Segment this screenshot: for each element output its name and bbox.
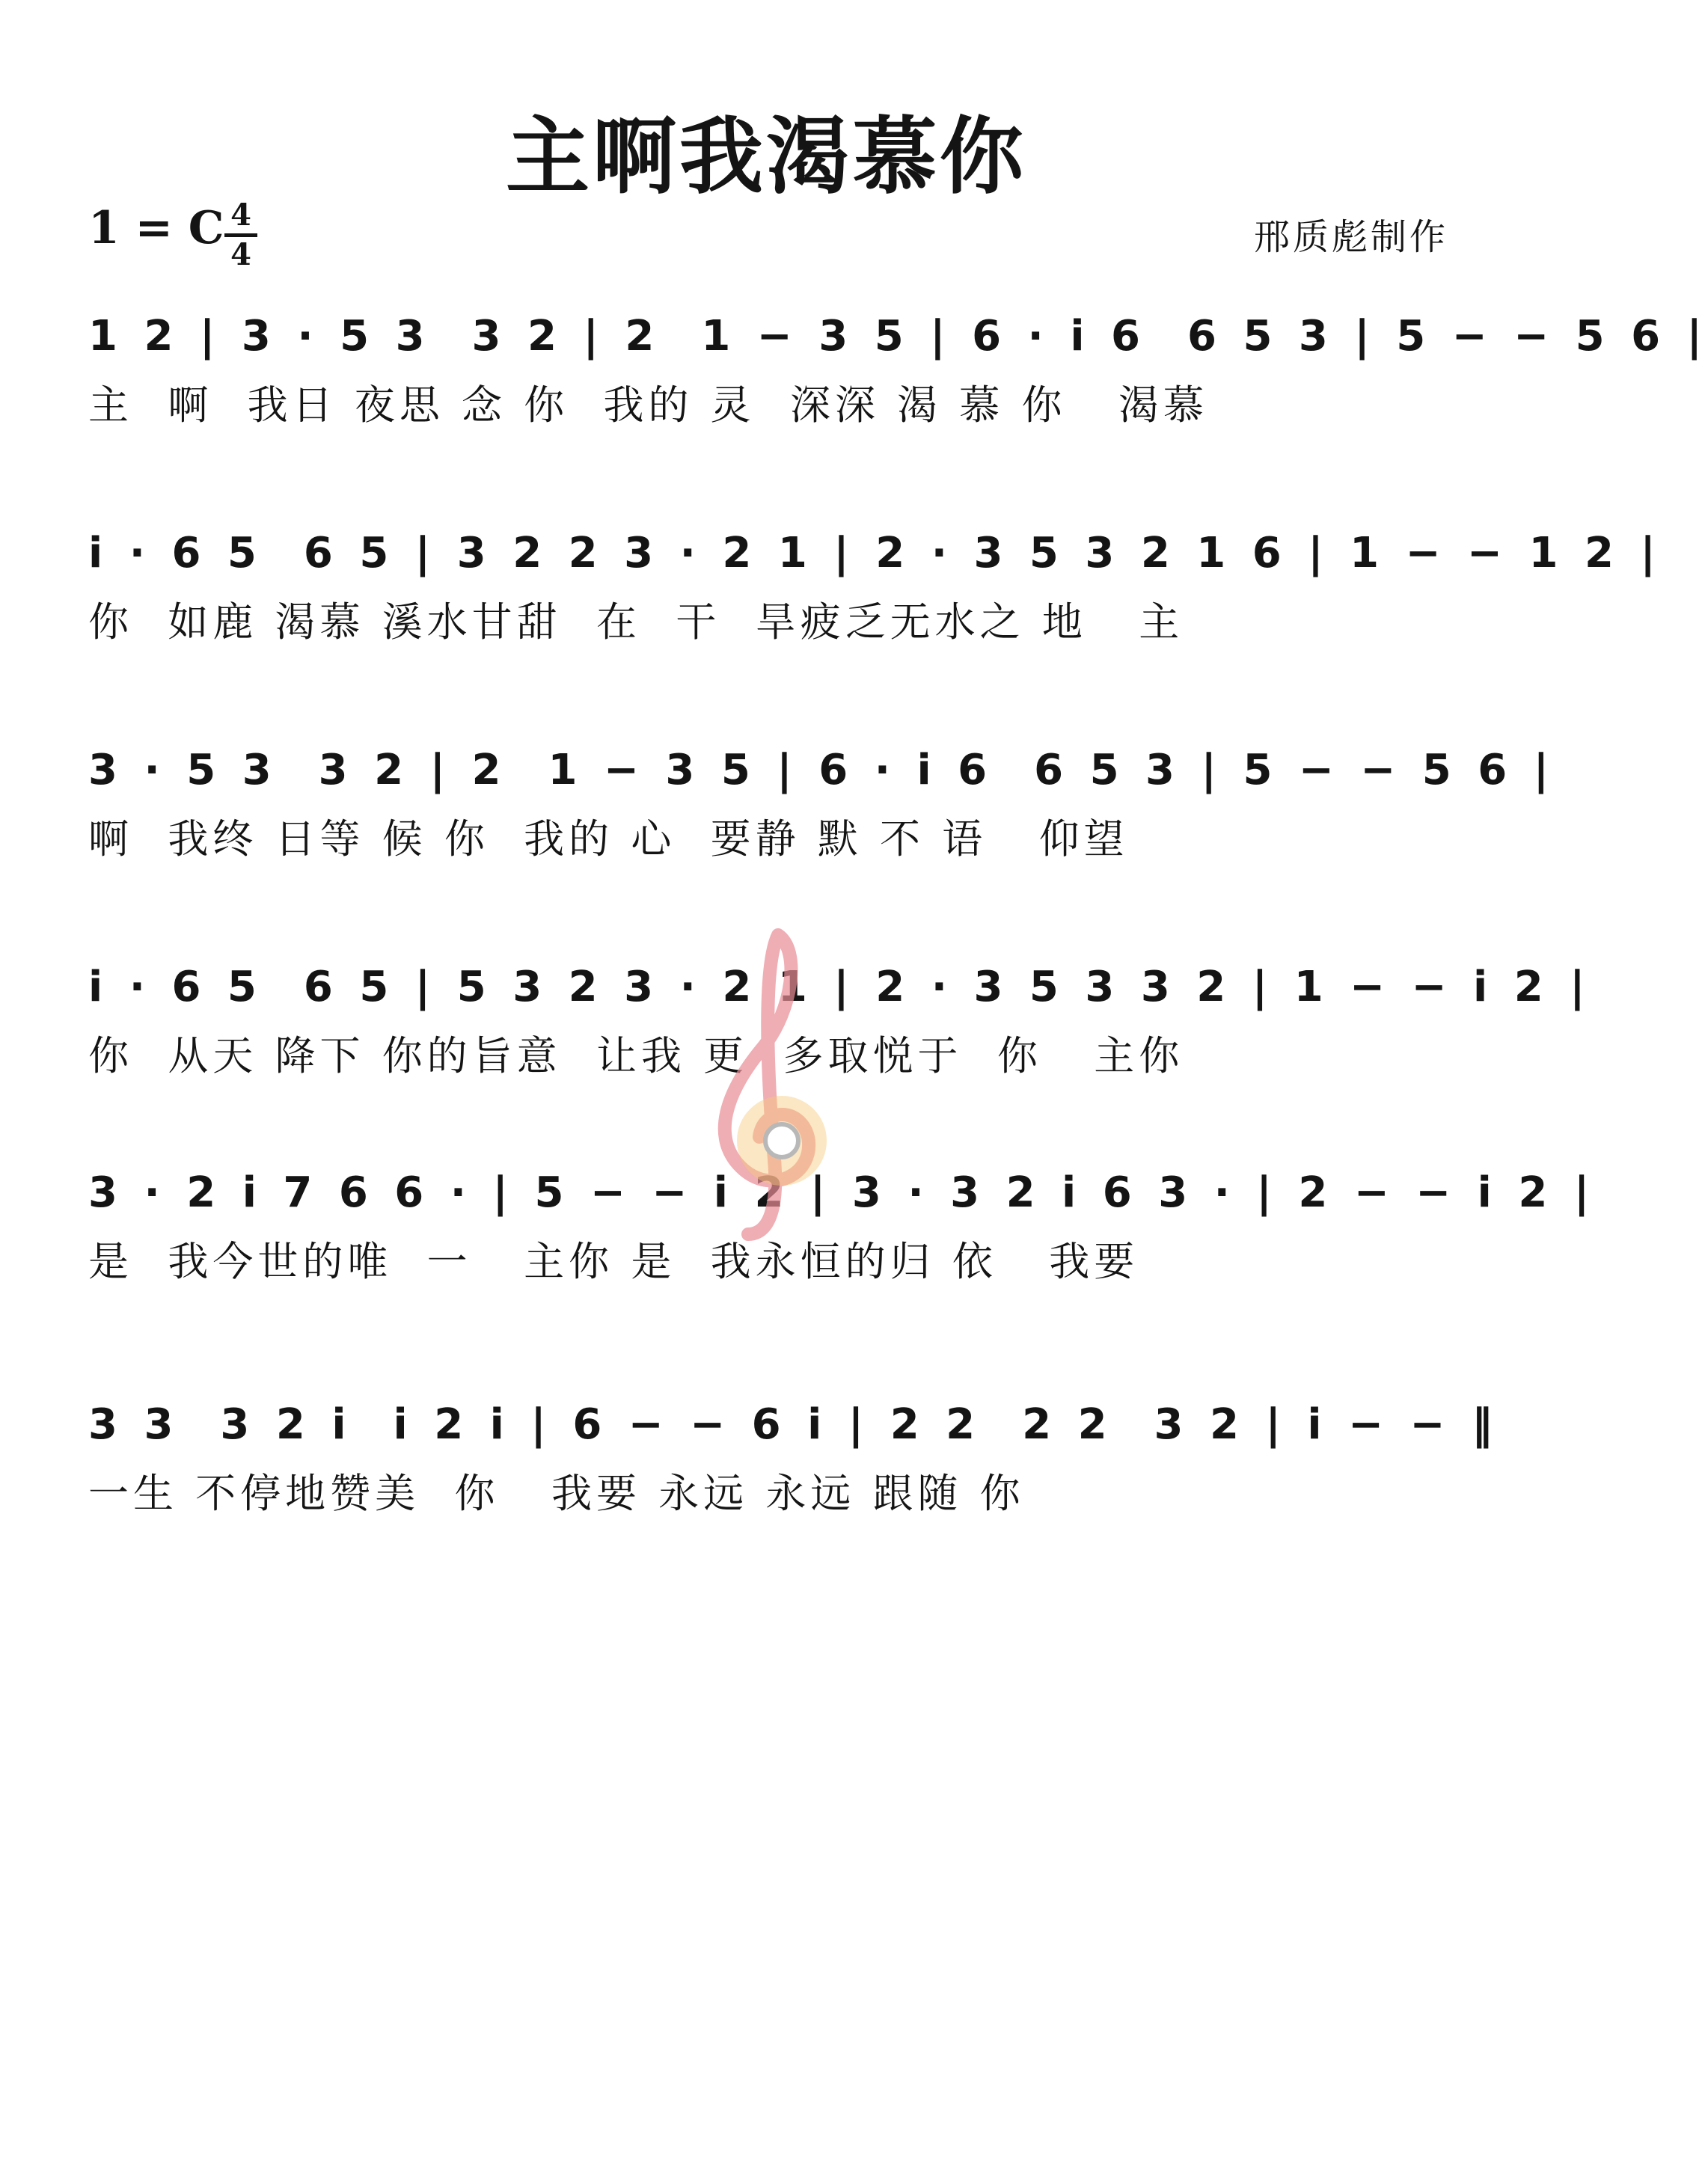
notation-line: 3 3 3 2 i i 2 i | 6 − − 6 i | 2 2 2 2 3 2 | i − − ‖ bbox=[88, 1400, 1499, 1449]
notation-line: 3 · 5 3 3 2 | 2 1 − 3 5 | 6 · i 6 6 5 3 | 5 − − 5 6 | bbox=[88, 746, 1555, 794]
lyrics-line: 你 如鹿 渴慕 溪水甘甜 在 干 旱疲乏无水之 地 主 bbox=[88, 598, 1184, 646]
time-signature bbox=[224, 197, 257, 272]
score-system-2 bbox=[88, 516, 1662, 666]
notation-line: i · 6 5 6 5 | 5 3 2 3 · 2 1 | 2 · 3 5 3 3 2 | 1 − − i 2 | bbox=[88, 963, 1591, 1011]
lyrics-line: 主 啊 我日 夜思 念 你 我的 灵 深深 渴 慕 你 渴慕 bbox=[88, 381, 1208, 429]
key-signature: 1 = C bbox=[88, 202, 224, 254]
score-system-1 bbox=[88, 299, 1708, 449]
score-system-3 bbox=[88, 733, 1555, 883]
arranger-credit: 邢质彪制作 bbox=[1253, 216, 1448, 258]
lyrics-line: 一生 不停地赞美 你 我要 永远 永远 跟随 你 bbox=[88, 1470, 1025, 1517]
notation-line: 3 · 2 i 7 6 6 · | 5 − − i 2 | 3 · 3 2 i 6 3 · | 2 − − i 2 | bbox=[88, 1168, 1596, 1217]
notation-line: 1 2 | 3 · 5 3 3 2 | 2 1 − 3 5 | 6 · i 6 6 5 3 | 5 − − 5 6 | bbox=[88, 312, 1708, 361]
score-system-6 bbox=[88, 1388, 1499, 1537]
lyrics-line: 啊 我终 日等 候 你 我的 心 要静 默 不 语 仰望 bbox=[88, 815, 1129, 862]
lyrics-line: 是 我今世的唯 一 主你 是 我永恒的归 依 我要 bbox=[88, 1238, 1139, 1285]
time-signature-denominator: 4 bbox=[230, 237, 251, 272]
treble-clef-icon bbox=[688, 920, 853, 1264]
song-title: 主啊我渴慕你 bbox=[506, 108, 1026, 206]
notation-line: i · 6 5 6 5 | 3 2 2 3 · 2 1 | 2 · 3 5 3 2 1 6 | 1 − − 1 2 | bbox=[88, 529, 1662, 577]
lyrics-line: 你 从天 降下 你的旨意 让我 更 多取悦于 你 主你 bbox=[88, 1032, 1184, 1079]
time-signature-numerator: 4 bbox=[230, 197, 251, 233]
